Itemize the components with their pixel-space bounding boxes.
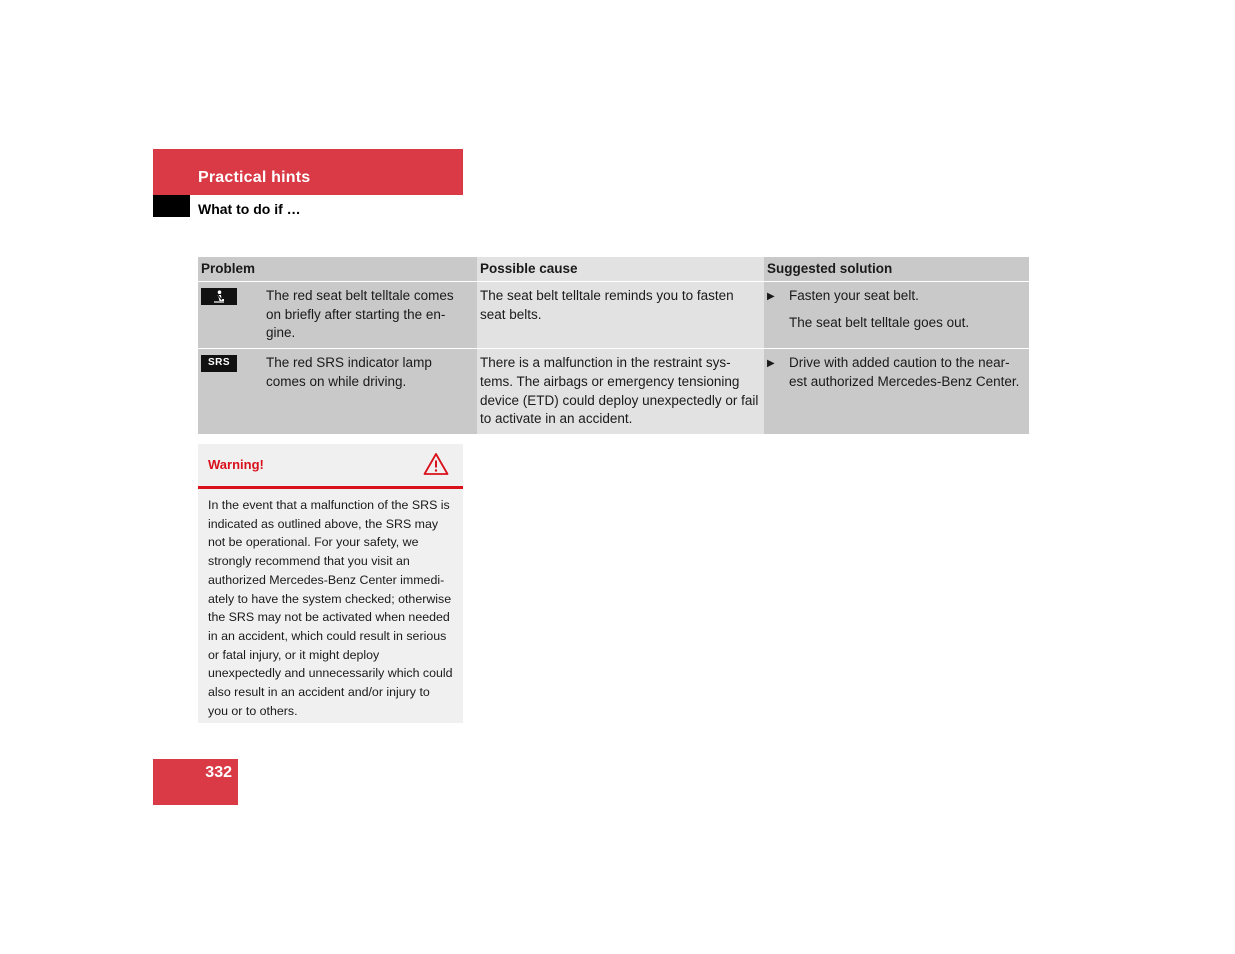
problem-cell bbox=[198, 282, 477, 349]
solution-cell bbox=[764, 282, 1029, 349]
subsection-marker bbox=[153, 195, 190, 217]
table-row bbox=[198, 349, 1029, 435]
solution-text: Fasten your seat belt. bbox=[789, 288, 919, 303]
warning-text: In the event that a malfunction of the SRS is indicated as outlined above, the SRS may not be operational. For your safety, we strongly recommend that you visit an authorized Mercedes-Benz Center immedi-ately to have the system checked; otherwise the SRS may not be activated when needed in an accident, which could result in serious or fatal injury, or it might deploy unexpectedly and unnecessarily which could also result in an accident and/or injury to you or to others. bbox=[208, 498, 453, 718]
warning-header bbox=[198, 444, 463, 489]
section-title: Practical hints bbox=[198, 169, 311, 186]
page-number: 332 bbox=[205, 764, 232, 781]
bullet-arrow-icon: ▶ bbox=[767, 291, 775, 302]
bullet-arrow-icon: ▶ bbox=[767, 358, 775, 370]
warning-box bbox=[198, 444, 463, 723]
warning-triangle-icon bbox=[423, 452, 449, 481]
srs-indicator-icon: SRS bbox=[201, 355, 237, 372]
cause-cell: There is a malfunction in the restraint sys-tems. The airbags or emergency tensioning device (ETD) could deploy unexpectedly or fail to activate in an accident. bbox=[477, 349, 764, 435]
solution-cell bbox=[764, 349, 1029, 435]
subsection-title: What to do if … bbox=[198, 201, 301, 217]
solution-note: The seat belt telltale goes out. bbox=[789, 314, 970, 330]
table-header-row bbox=[198, 257, 1029, 282]
column-header-cause: Possible cause bbox=[477, 257, 764, 282]
troubleshooting-table bbox=[198, 257, 1029, 435]
page-number-box bbox=[153, 759, 238, 805]
warning-label: Warning! bbox=[208, 457, 264, 472]
solution-text: Drive with added caution to the near-est authorized Mercedes-Benz Center. bbox=[789, 355, 1020, 389]
cause-cell: The seat belt telltale reminds you to fasten seat belts. bbox=[477, 282, 764, 349]
seat-belt-telltale-icon bbox=[201, 288, 237, 305]
table-row bbox=[198, 282, 1029, 349]
column-header-problem: Problem bbox=[198, 257, 477, 282]
problem-text: The red SRS indicator lamp comes on while driving. bbox=[266, 355, 432, 389]
column-header-solution: Suggested solution bbox=[764, 257, 1029, 282]
problem-text: The red seat belt telltale comes on briefly after starting the en-gine. bbox=[266, 288, 454, 341]
problem-cell bbox=[198, 349, 477, 435]
